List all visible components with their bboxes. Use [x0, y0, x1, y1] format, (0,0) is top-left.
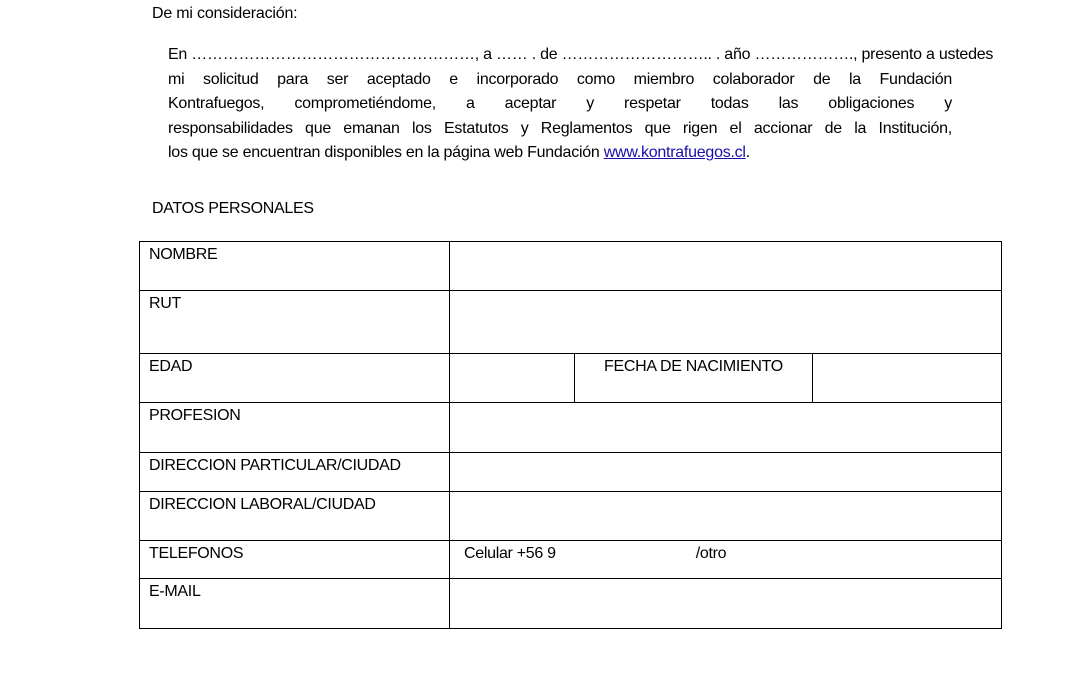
website-link[interactable]: www.kontrafuegos.cl	[603, 144, 746, 161]
intro-line-4: responsabilidades que emanan los Estatutos y Reglamentos que rigen el accionar de la Institución,	[168, 119, 952, 137]
intro-paragraph	[168, 43, 994, 166]
table-row-edad	[140, 354, 1002, 403]
direccion-laboral-label: DIRECCION LABORAL/CIUDAD	[140, 492, 450, 541]
table-row-nombre	[140, 242, 1002, 291]
table-row-direccion-particular	[140, 453, 1002, 492]
rut-label: RUT	[140, 291, 450, 354]
intro-line-5	[168, 141, 952, 166]
email-field[interactable]	[450, 579, 1002, 629]
rut-field[interactable]	[450, 291, 1002, 354]
telefonos-field[interactable]	[450, 541, 1002, 579]
personal-data-table	[139, 241, 1002, 629]
intro-line-3: Kontrafuegos, comprometiéndome, a aceptar y respetar todas las obligaciones y	[168, 95, 952, 112]
edad-label: EDAD	[140, 354, 450, 403]
nombre-field[interactable]	[450, 242, 1002, 291]
celular-text: Celular +56 9	[464, 545, 556, 562]
otro-text: /otro	[695, 545, 727, 562]
table-row-direccion-laboral	[140, 492, 1002, 541]
intro-line-1: En ………………………………………………, a …… . de ……………………….. . año ………………., presento a ustedes	[168, 46, 994, 63]
table-row-telefonos	[140, 541, 1002, 579]
edad-field[interactable]	[450, 354, 575, 403]
table-row-email	[140, 579, 1002, 629]
profesion-label: PROFESION	[140, 403, 450, 453]
fecha-nacimiento-field[interactable]	[813, 354, 1002, 403]
table-row-rut	[140, 291, 1002, 354]
nombre-label: NOMBRE	[140, 242, 450, 291]
direccion-particular-field[interactable]	[450, 453, 1002, 492]
section-title: DATOS PERSONALES	[152, 200, 314, 217]
direccion-laboral-field[interactable]	[450, 492, 1002, 541]
intro-line-2: mi solicitud para ser aceptado e incorporado como miembro colaborador de la Fundación	[168, 70, 952, 88]
intro-line-5-text: los que se encuentran disponibles en la página web Fundación	[168, 144, 604, 161]
greeting-text: De mi consideración:	[152, 5, 298, 22]
table-row-profesion	[140, 403, 1002, 453]
profesion-field[interactable]	[450, 403, 1002, 453]
email-label: E-MAIL	[140, 579, 450, 629]
telefonos-label: TELEFONOS	[140, 541, 450, 579]
intro-period: .	[745, 144, 750, 161]
fecha-nacimiento-label: FECHA DE NACIMIENTO	[575, 354, 813, 403]
direccion-particular-label: DIRECCION PARTICULAR/CIUDAD	[140, 453, 450, 492]
